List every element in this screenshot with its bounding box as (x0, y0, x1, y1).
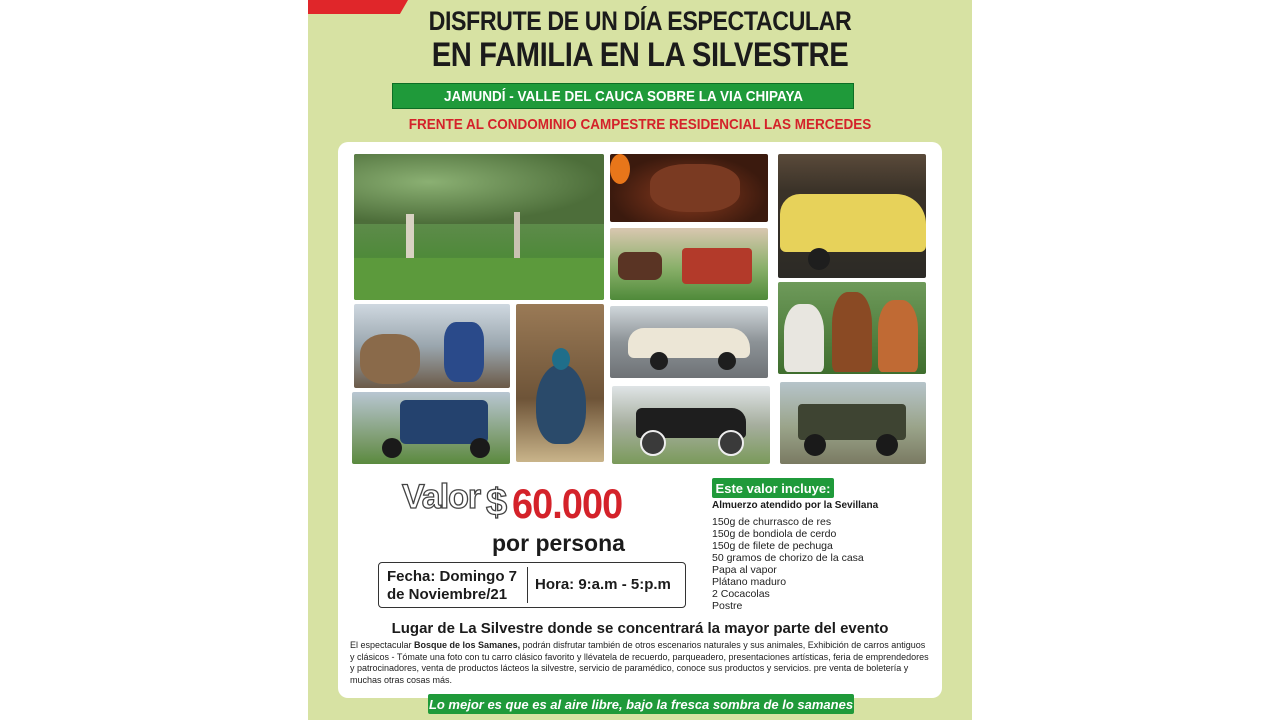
list-item: 150g de filete de pechuga (712, 540, 833, 552)
bottom-banner: Lo mejor es que es al aire libre, bajo la fresca sombra de lo samanes (428, 694, 854, 714)
photo-classic-yellow-car (778, 154, 926, 278)
event-description: El espectacular Bosque de los Samanes, podrán disfrutar también de otros escenarios naturales y sus animales, Exhibición de carros antiguos y clásicos - Tómate una foto con tu carro clásico favorito y llévatela de recuerdo, parqueadero, presentaciones artísticas, feria de emprendedores y patrocinadores, venta de productos lácteos la silvestre, servicio de paramédico, conoce sus productos y servicios. pre venta de boletería y muchas otras cosas más. (350, 640, 929, 685)
price-block (402, 478, 652, 558)
reference-line (308, 116, 972, 133)
list-item: 150g de churrasco de res (712, 516, 832, 528)
list-item: 50 gramos de chorizo de la casa (712, 552, 864, 564)
event-date: Fecha: Domingo 7 de Noviembre/21 (387, 568, 518, 603)
date-time-box (378, 562, 686, 608)
photo-samanes-forest (354, 154, 604, 300)
price-label: Valor (402, 478, 481, 516)
includes-subtitle: Almuerzo atendido por la Sevillana (712, 500, 879, 511)
price-per-person: por persona (492, 530, 625, 556)
price-currency: $ (486, 482, 508, 524)
photo-black-antique-car (612, 386, 770, 464)
photo-white-convertible (610, 306, 768, 378)
location-banner (392, 83, 854, 109)
photo-horses (778, 282, 926, 374)
venue-heading: Lugar de La Silvestre donde se concentrará la mayor parte del evento (391, 620, 889, 637)
date-divider (527, 567, 528, 603)
includes-badge: Este valor incluye: (712, 478, 834, 498)
list-item: 2 Cocacolas (712, 588, 770, 600)
list-item: Papa al vapor (712, 564, 777, 576)
content-card (338, 142, 942, 698)
includes-list (712, 516, 864, 612)
photo-grilled-meat (610, 154, 768, 222)
event-time: Hora: 9:a.m - 5:p.m (535, 576, 671, 593)
title-line-1: DISFRUTE DE UN DÍA ESPECTACULAR (428, 6, 852, 36)
reference-text: FRENTE AL CONDOMINIO CAMPESTRE RESIDENCIAL LAS MERCEDES (408, 116, 872, 133)
list-item: Plátano maduro (712, 576, 787, 588)
photo-blue-vintage-car (352, 392, 510, 464)
photo-military-jeep (780, 382, 926, 464)
price-amount: 60.000 (512, 480, 623, 527)
photo-peacock (516, 304, 604, 462)
title-line-2: EN FAMILIA EN LA SILVESTRE (431, 36, 849, 74)
list-item: 150g de bondiola de cerdo (712, 528, 837, 540)
photo-goats-children (354, 304, 510, 388)
list-item: Postre (712, 600, 743, 612)
photo-horse-carriage (610, 228, 768, 300)
location-text: JAMUNDÍ - VALLE DEL CAUCA SOBRE LA VIA CHIPAYA (443, 87, 803, 105)
event-poster (308, 0, 972, 720)
